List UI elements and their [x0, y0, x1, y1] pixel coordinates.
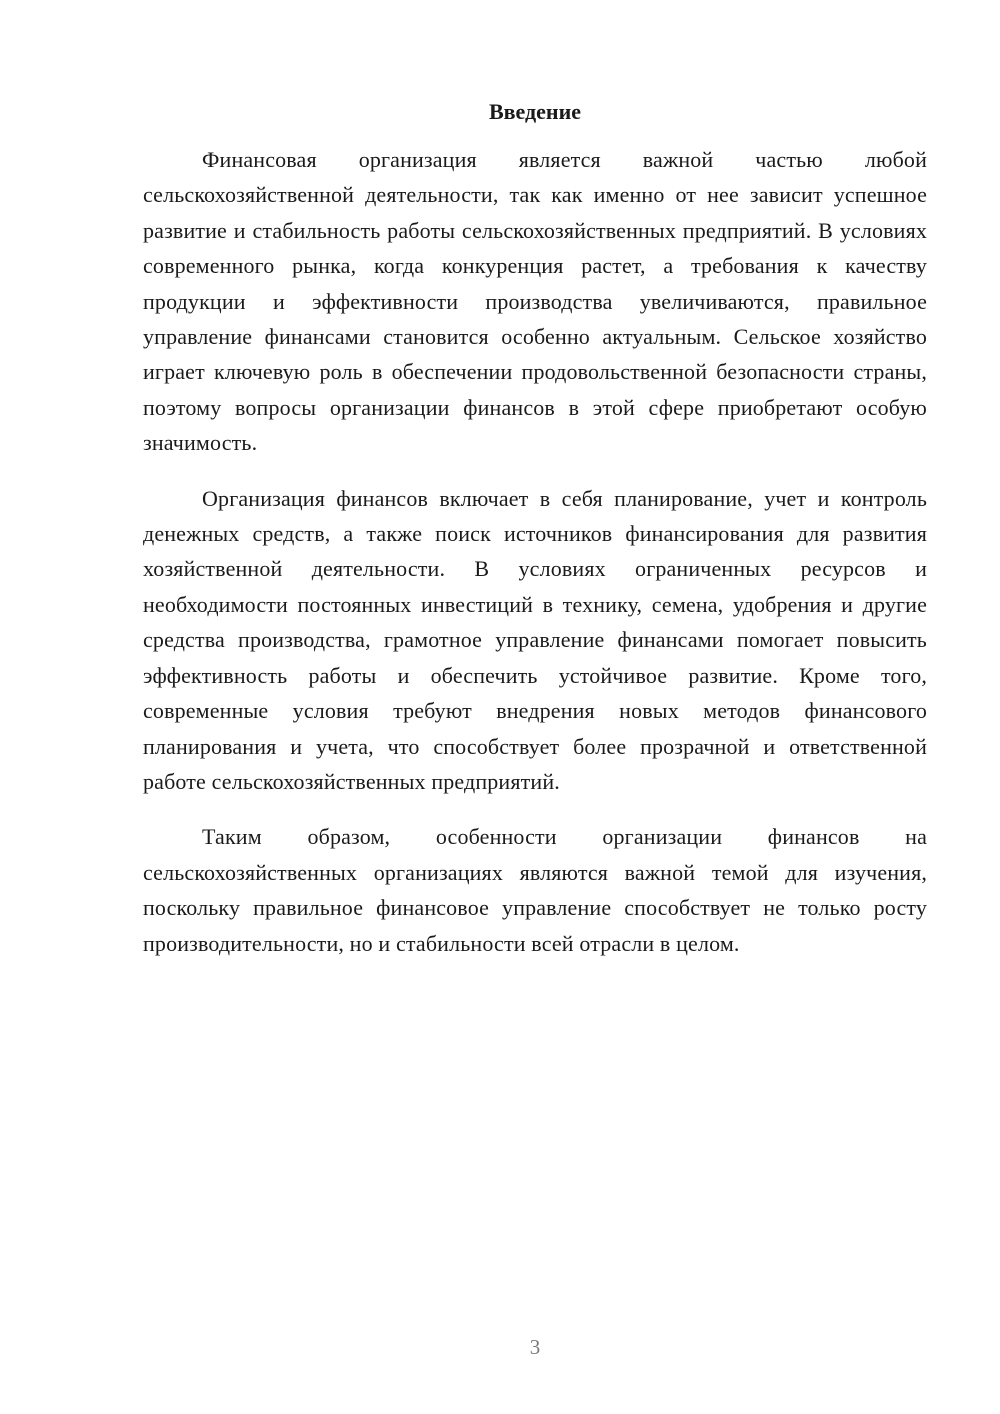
paragraph-1: Финансовая организация является важной частью любой сельскохозяйственной деятельности, так как именно от нее зависит успешное развитие и стабильность работы сельскохозяйственных предприятий. В условиях современного рынка, когда конкуренция растет, а требования к качеству продукции и эффективности производства увеличиваются, правильное управление финансами становится особенно актуальным. Сельское хозяйство играет ключевую роль в обеспечении продовольственной безопасности страны, поэтому вопросы организации финансов в этой сфере приобретают особую значимость.: [143, 147, 927, 456]
paragraph-3: Таким образом, особенности организации финансов на сельскохозяйственных организациях являются важной темой для изучения, поскольку правильное финансовое управление способствует не только росту производительности, но и стабильности всей отрасли в целом.: [143, 824, 927, 956]
body-text: [143, 142, 927, 961]
paragraph-2: Организация финансов включает в себя планирование, учет и контроль денежных средств, а также поиск источников финансирования для развития хозяйственной деятельности. В условиях ограниченных ресурсов и необходимости постоянных инвестиций в технику, семена, удобрения и другие средства производства, грамотное управление финансами помогает повысить эффективность работы и обеспечить устойчивое развитие. Кроме того, современные условия требуют внедрения новых методов финансового планирования и учета, что способствует более прозрачной и ответственной работе сельскохозяйственных предприятий.: [143, 485, 927, 794]
section-heading: Введение: [488, 99, 582, 124]
page-number: 3: [529, 1335, 541, 1359]
